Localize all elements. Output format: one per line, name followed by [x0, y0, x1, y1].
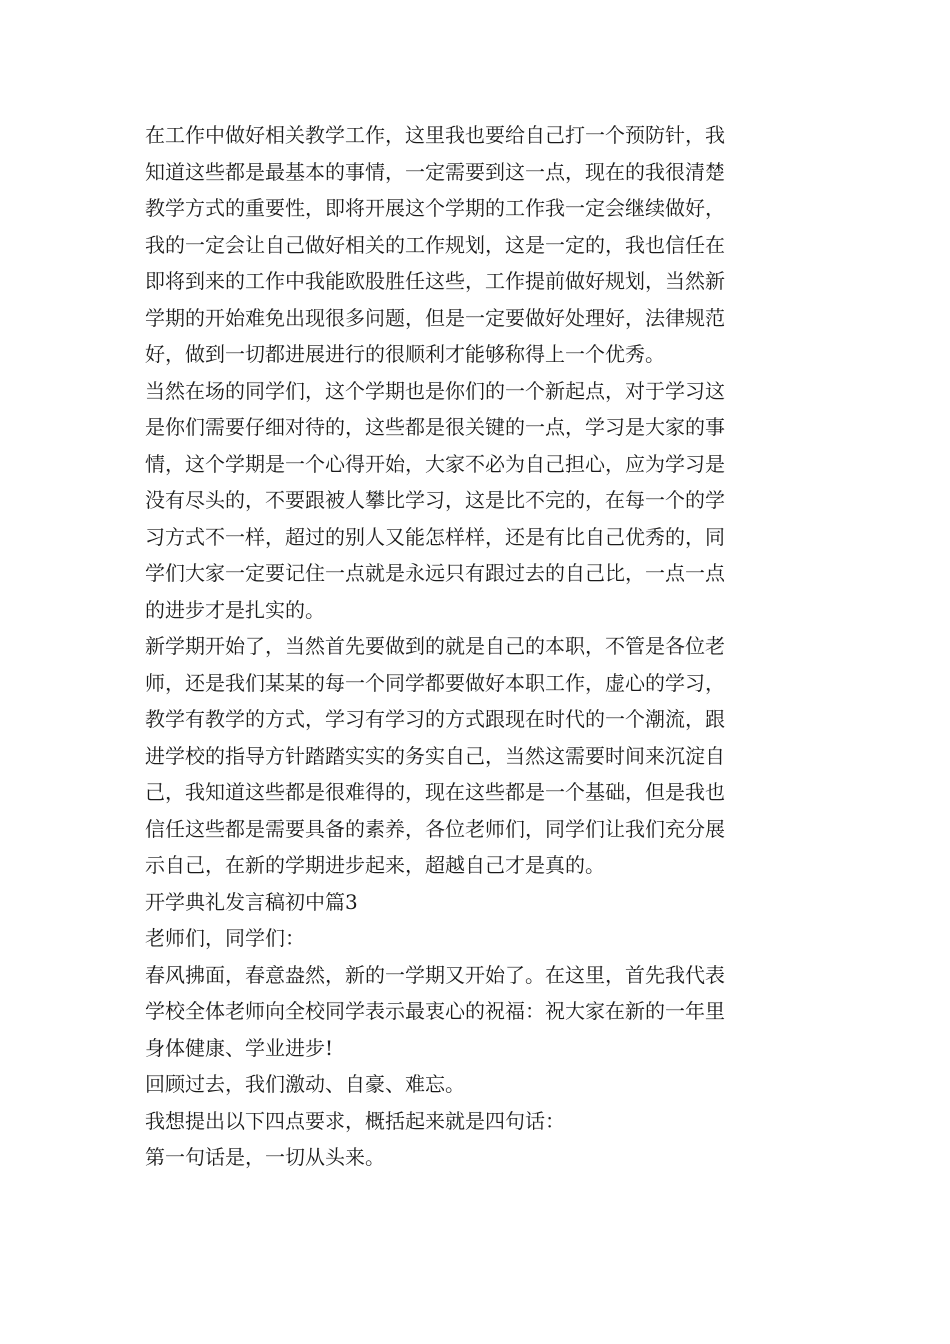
paragraph-5 [145, 1066, 807, 1103]
text-line: 开学典礼发言稿初中篇3 [145, 889, 358, 914]
paragraph-7 [145, 1139, 807, 1176]
text-line: 教学方式的重要性，即将开展这个学期的工作我一定会继续做好， [145, 196, 725, 220]
text-line: 没有尽头的，不要跟被人攀比学习，这是比不完的，在每一个的学 [145, 488, 725, 512]
text-line: 习方式不一样，超过的别人又能怎样样，还是有比自己优秀的，同 [145, 524, 725, 549]
text-line: 知道这些都是最基本的事情，一定需要到这一点，现在的我很清楚 [145, 159, 725, 184]
text-line: 学校全体老师向全校同学表示最衷心的祝福：祝大家在新的一年里 [145, 999, 725, 1023]
text-line: 学们大家一定要记住一点就是永远只有跟过去的自己比，一点一点 [145, 561, 725, 585]
paragraph-2 [145, 373, 807, 629]
text-line: 新学期开始了，当然首先要做到的就是自己的本职，不管是各位老 [145, 634, 725, 658]
greeting [145, 920, 807, 957]
text-line: 情，这个学期是一个心得开始，大家不必为自己担心，应为学习是 [145, 451, 725, 476]
paragraph-6 [145, 1103, 807, 1140]
text-line: 身体健康、学业进步! [145, 1035, 334, 1060]
text-line: 进学校的指导方针踏踏实实的务实自己，当然这需要时间来沉淀自 [145, 743, 725, 768]
text-line: 教学有教学的方式，学习有学习的方式跟现在时代的一个潮流，跟 [145, 707, 725, 731]
text-line: 学期的开始难免出现很多问题，但是一定要做好处理好，法律规范 [145, 305, 725, 330]
section-heading [145, 884, 807, 921]
text-line: 是你们需要仔细对待的，这些都是很关键的一点，学习是大家的事 [145, 415, 725, 439]
text-line: 我想提出以下四点要求，概括起来就是四句话： [145, 1108, 565, 1133]
text-line: 春风拂面，春意盎然，新的一学期又开始了。在这里，首先我代表 [145, 962, 725, 987]
text-line: 己，我知道这些都是很难得的，现在这些都是一个基础，但是我也 [145, 780, 725, 804]
text-line: 第一句话是，一切从头来。 [145, 1145, 385, 1169]
text-line: 师，还是我们某某的每一个同学都要做好本职工作，虚心的学习， [145, 670, 725, 695]
text-line: 我的一定会让自己做好相关的工作规划，这是一定的，我也信任在 [145, 232, 725, 257]
text-line: 老师们，同学们： [145, 926, 305, 950]
text-line: 好，做到一切都进展进行的很顺利才能够称得上一个优秀。 [145, 342, 665, 366]
document-page [145, 117, 807, 1176]
paragraph-3 [145, 628, 807, 884]
text-line: 当然在场的同学们，这个学期也是你们的一个新起点，对于学习这 [145, 378, 725, 403]
text-line: 示自己，在新的学期进步起来，超越自己才是真的。 [145, 853, 605, 877]
text-line: 信任这些都是需要具备的素养，各位老师们，同学们让我们充分展 [145, 816, 725, 841]
text-line: 的进步才是扎实的。 [145, 597, 325, 622]
text-line: 回顾过去，我们激动、自豪、难忘。 [145, 1072, 465, 1096]
paragraph-1 [145, 117, 807, 373]
text-line: 在工作中做好相关教学工作，这里我也要给自己打一个预防针，我 [145, 123, 725, 147]
text-line: 即将到来的工作中我能欧股胜任这些，工作提前做好规划，当然新 [145, 269, 725, 293]
paragraph-4 [145, 957, 807, 1067]
